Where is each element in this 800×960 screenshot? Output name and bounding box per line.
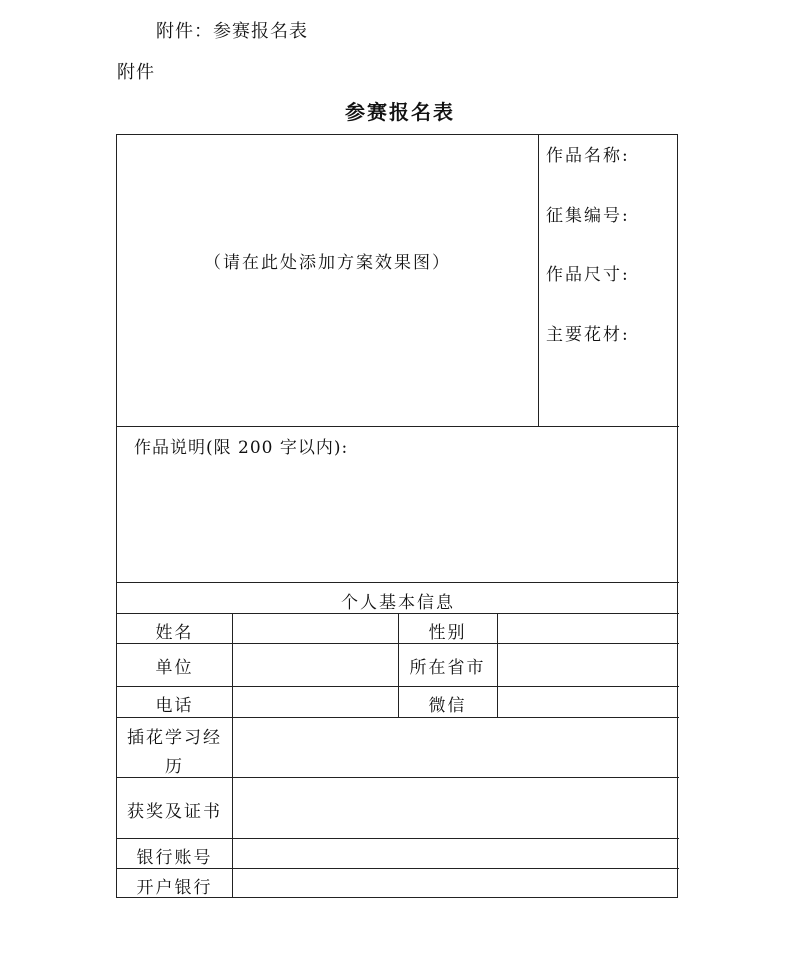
registration-form [116,134,678,898]
collection-number-label: 征集编号: [546,206,630,226]
ikebana-experience-input[interactable] [233,718,679,777]
page-title: 参赛报名表 [345,100,455,124]
work-size-label: 作品尺寸: [546,265,630,285]
name-label: 姓名 [155,623,194,643]
wechat-label: 微信 [428,696,467,716]
personal-info-title: 个人基本信息 [341,593,455,613]
awards-input[interactable] [233,778,679,838]
image-placeholder-text: （请在此处添加方案效果图） [204,253,451,273]
awards-label: 获奖及证书 [127,802,222,822]
work-name-label: 作品名称: [546,146,630,166]
name-input[interactable] [233,614,398,643]
gender-input[interactable] [498,614,679,643]
main-flowers-label: 主要花材: [546,325,630,345]
bank-account-input[interactable] [233,839,679,868]
unit-label: 单位 [155,658,194,678]
description-label: 作品说明(限 200 字以内): [134,438,349,458]
province-city-label: 所在省市 [409,658,486,678]
work-info-panel [539,135,679,426]
attachment-line: 附件：参赛报名表 [156,21,308,42]
ikebana-experience-label-line1: 插花学习经 [127,728,222,748]
bank-name-input[interactable] [233,869,679,897]
description-field[interactable] [117,427,679,582]
wechat-input[interactable] [498,687,679,717]
phone-input[interactable] [233,687,398,717]
divider [117,582,679,583]
unit-input[interactable] [233,644,398,686]
bank-account-label: 银行账号 [136,848,213,868]
ikebana-experience-label-line2: 历 [165,757,184,777]
attachment-label: 附件 [117,62,155,83]
phone-label: 电话 [155,696,194,716]
province-city-input[interactable] [498,644,679,686]
gender-label: 性别 [428,623,467,643]
bank-name-label: 开户银行 [136,878,213,898]
image-upload-area[interactable] [117,135,538,426]
